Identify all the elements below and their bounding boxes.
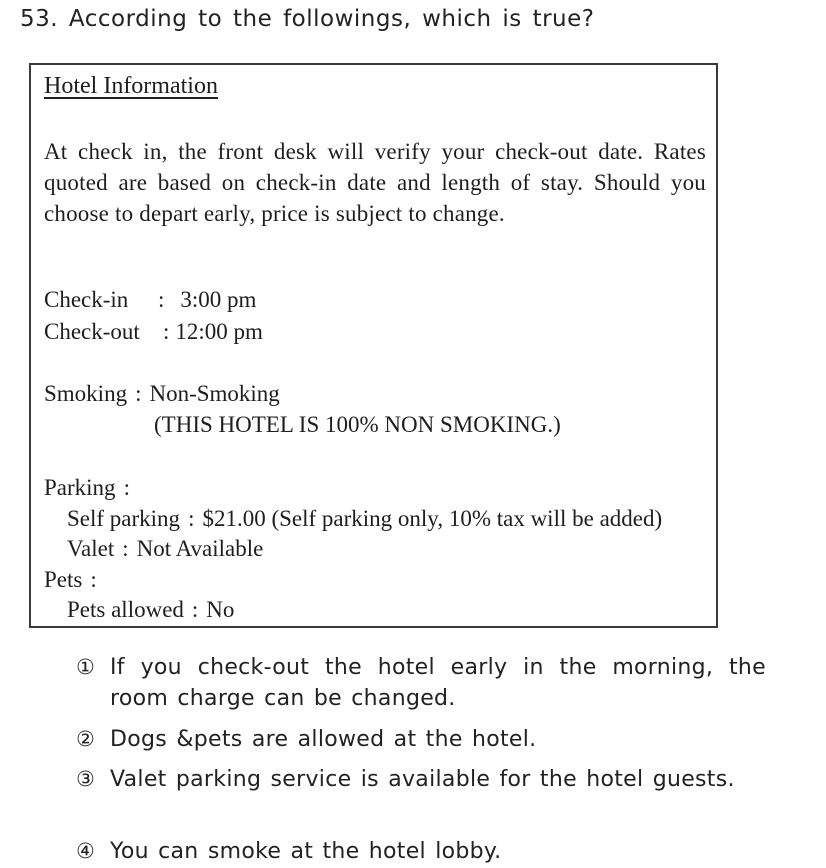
smoking-row [44, 381, 280, 407]
colon: : [135, 381, 142, 406]
checkin-policy-paragraph: At check in, the front desk will verify your check-out date. Rates quoted are based on check-in date and length of stay. Should you choose to depart early, price is subject to change. [44, 139, 706, 226]
check-in-label: Check-in [44, 287, 129, 312]
pets-allowed-label: Pets allowed [67, 597, 184, 622]
parking-row [44, 475, 138, 501]
valet-label: Valet [67, 536, 115, 561]
self-parking-value: $21.00 (Self parking only, 10% tax will be added) [202, 506, 663, 531]
check-out-value: 12:00 pm [175, 319, 263, 344]
pets-allowed-value: No [206, 597, 235, 622]
pets-label: Pets [44, 567, 83, 592]
valet-value: Not Available [136, 536, 264, 561]
check-in-value: 3:00 pm [180, 287, 257, 312]
option-number: ① [76, 655, 96, 679]
smoking-value: Non-Smoking [149, 381, 280, 406]
pets-allowed-row [67, 597, 234, 623]
option-number: ④ [76, 839, 96, 863]
colon: : [188, 506, 195, 531]
option-text: Valet parking service is available for the hotel guests. [110, 767, 735, 792]
colon: : [123, 475, 130, 500]
hotel-information-box [29, 63, 718, 628]
self-parking-label: Self parking [67, 506, 181, 531]
self-parking-row [67, 506, 662, 532]
pets-row [44, 567, 105, 593]
option-4[interactable] [76, 836, 766, 867]
parking-label: Parking [44, 475, 116, 500]
colon: : [122, 536, 129, 561]
check-in-row [44, 287, 256, 313]
box-title: Hotel Information [44, 73, 218, 99]
option-3[interactable] [76, 764, 766, 795]
check-out-row [44, 319, 263, 345]
option-number: ③ [76, 767, 96, 791]
option-text: You can smoke at the hotel lobby. [110, 839, 502, 864]
option-text: Dogs &pets are allowed at the hotel. [110, 727, 537, 752]
colon: : [191, 597, 199, 622]
colon: : [163, 319, 170, 344]
smoking-label: Smoking [44, 381, 128, 406]
option-2[interactable] [76, 724, 766, 755]
option-text: If you check-out the hotel early in the morning, the room charge can be changed. [110, 655, 766, 711]
check-out-label: Check-out [44, 319, 140, 344]
colon: : [90, 567, 97, 592]
question-text: 53. According to the followings, which is true? [20, 6, 595, 32]
smoking-note: (THIS HOTEL IS 100% NON SMOKING.) [154, 412, 561, 437]
option-1[interactable] [76, 652, 766, 714]
valet-row [67, 536, 263, 562]
colon: : [158, 287, 165, 312]
option-number: ② [76, 727, 96, 751]
